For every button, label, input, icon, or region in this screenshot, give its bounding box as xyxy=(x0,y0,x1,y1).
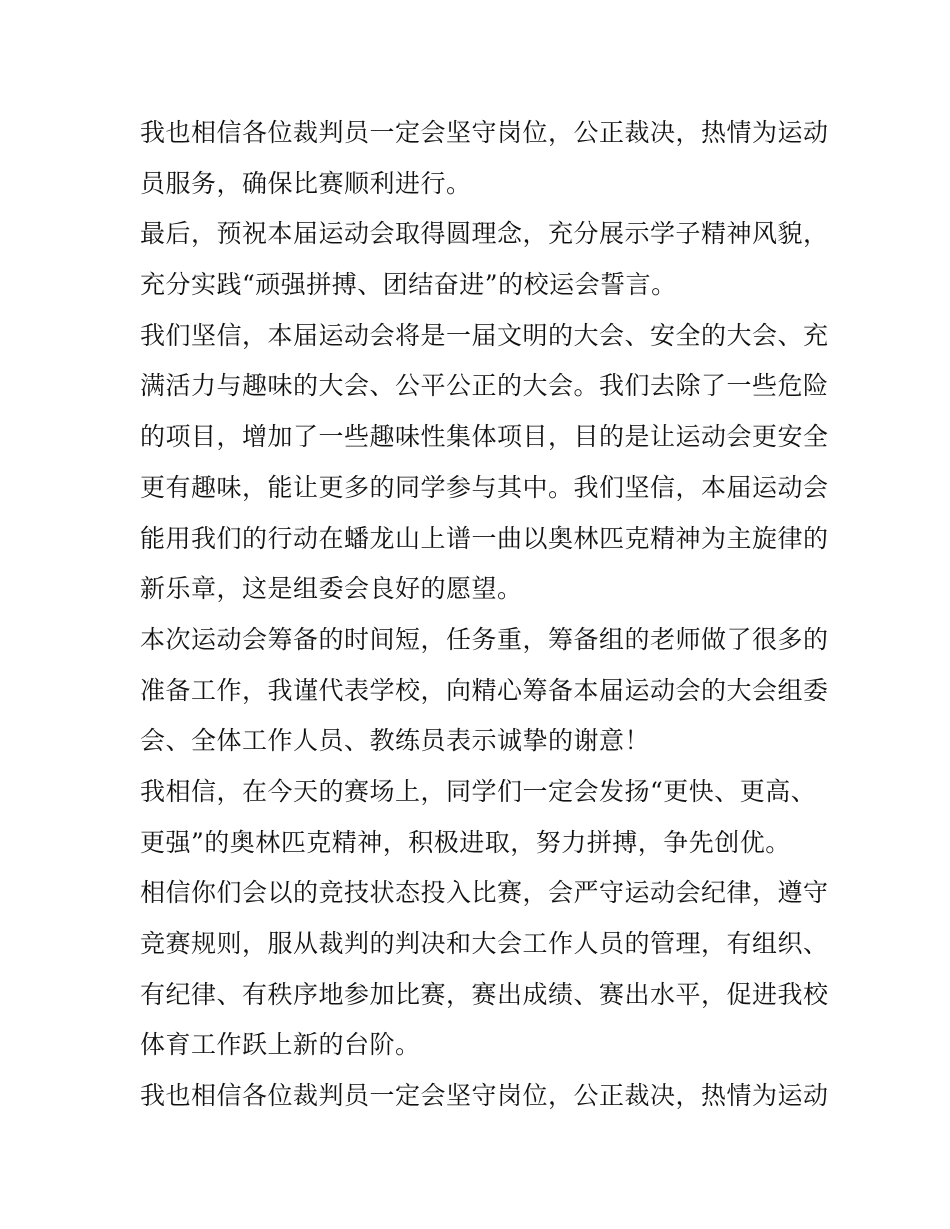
text-line: 体育工作跃上新的台阶。 xyxy=(140,1030,421,1060)
text-line: 我相信，在今天的赛场上，同学们一定会发扬“更快、更高、 xyxy=(140,776,817,806)
text-line: 更强”的奥林匹克精神，积极进取，努力拼搏，争先创优。 xyxy=(140,827,791,857)
text-line: 新乐章，这是组委会良好的愿望。 xyxy=(140,574,523,604)
text-line: 会、全体工作人员、教练员表示诚挚的谢意！ xyxy=(140,726,651,756)
text-line: 的项目，增加了一些趣味性集体项目，目的是让运动会更安全 xyxy=(140,422,829,452)
text-line: 充分实践“顽强拼搏、团结奋进”的校运会誓言。 xyxy=(140,270,677,300)
text-line: 相信你们会以的竞技状态投入比赛，会严守运动会纪律，遵守 xyxy=(140,878,829,908)
text-line: 满活力与趣味的大会、公平公正的大会。我们去除了一些危险 xyxy=(140,371,829,401)
text-line: 我也相信各位裁判员一定会坚守岗位，公正裁决，热情为运动 xyxy=(140,118,829,147)
text-line: 我也相信各位裁判员一定会坚守岗位，公正裁决，热情为运动 xyxy=(140,1081,829,1111)
text-line: 本次运动会筹备的时间短，任务重，筹备组的老师做了很多的 xyxy=(140,624,829,654)
text-line: 我们坚信，本届运动会将是一届文明的大会、安全的大会、充 xyxy=(140,320,829,350)
text-line: 竞赛规则，服从裁判的判决和大会工作人员的管理，有组织、 xyxy=(140,929,829,958)
text-line: 能用我们的行动在蟠龙山上谱一曲以奥林匹克精神为主旋律的 xyxy=(140,523,829,553)
document-body xyxy=(140,108,829,1122)
text-line: 准备工作，我谨代表学校，向精心筹备本届运动会的大会组委 xyxy=(140,675,829,705)
text-line: 更有趣味，能让更多的同学参与其中。我们坚信，本届运动会 xyxy=(140,472,829,502)
text-line: 最后，预祝本届运动会取得圆理念，充分展示学子精神风貌， xyxy=(140,219,829,249)
text-line: 有纪律、有秩序地参加比赛，赛出成绩、赛出水平，促进我校 xyxy=(140,979,829,1009)
text-line: 员服务，确保比赛顺利进行。 xyxy=(140,168,472,198)
